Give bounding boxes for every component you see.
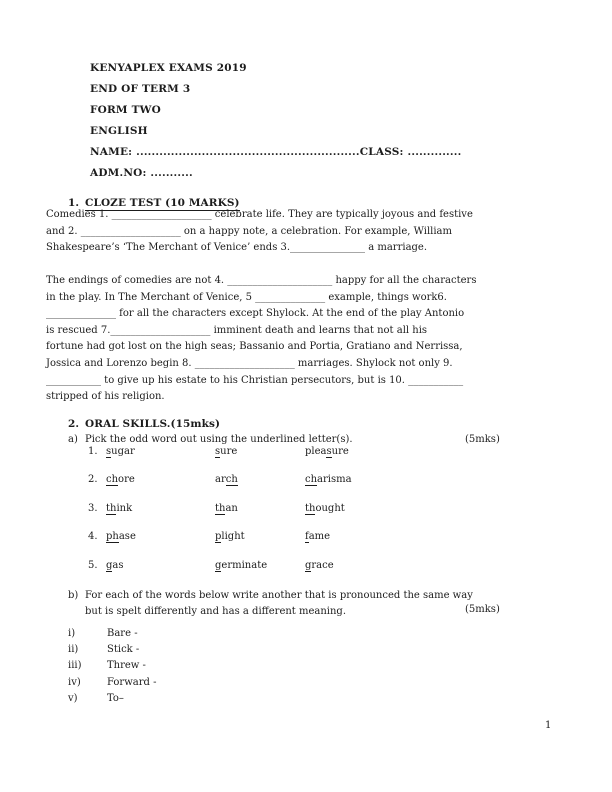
name-label: NAME: (90, 146, 137, 158)
word: germinate (215, 559, 268, 571)
homophone-item-word: Forward - (107, 676, 157, 688)
underlined-letters: s (215, 446, 221, 457)
text-line: is rescued 7.____________________ imminent death and learns that not all his (46, 324, 428, 336)
homophone-item (68, 626, 156, 642)
homophone-item-word: Stick - (107, 644, 140, 656)
homophone-item-marker: iv) (68, 676, 81, 688)
class-blank-dots: .............. (407, 146, 462, 158)
word: fame (305, 531, 331, 543)
header-line: END OF TERM 3 (90, 83, 191, 95)
underlined-letters: s (326, 446, 332, 457)
text-line: ___________ to give up his estate to his Christian persecutors, but is 10. ___________ (46, 374, 464, 386)
section-2-title: ORAL SKILLS.(15mks) (85, 418, 221, 430)
homophone-item-word: Threw - (107, 660, 146, 672)
text-line: in the play. In The Merchant of Venice, 5 ______________ example, things work6. (46, 291, 447, 303)
underlined-letters: s (106, 446, 112, 457)
homophone-item (68, 642, 156, 658)
word: plight (215, 531, 245, 543)
name-blank-dots: .......................................................... (136, 146, 360, 158)
underlined-letters: ph (106, 531, 119, 543)
homophone-item-word: To– (107, 692, 124, 704)
word: chore (106, 474, 135, 486)
cloze-paragraph-1 (46, 207, 473, 257)
class-label: CLASS: (359, 146, 408, 158)
question-2b-text-1: For each of the words below write another that is pronounced the same way (85, 590, 473, 601)
question-2a-marks: (5mks) (465, 434, 500, 445)
row-number: 3. (88, 502, 98, 514)
adm-blank-dots: ........... (150, 167, 193, 179)
page-number: 1 (545, 720, 552, 731)
text-line: The endings of comedies are not 4. _____________________ happy for all the characters (46, 275, 477, 286)
homophone-item-marker: i) (68, 628, 76, 639)
underlined-letters: g (215, 559, 222, 571)
section-2-number: 2. (68, 418, 80, 430)
word: arch (215, 474, 238, 486)
header-line: FORM TWO (90, 104, 161, 116)
underlined-letters: f (305, 531, 309, 543)
text-line: Jossica and Lorenzo begin 8. ____________________ marriages. Shylock not only 9. (46, 357, 453, 369)
homophone-item-marker: iii) (68, 660, 82, 672)
underlined-letters: g (106, 559, 113, 571)
section-1-number: 1. (68, 197, 80, 209)
word: than (215, 502, 238, 514)
adm-label: ADM.NO: (90, 167, 151, 179)
text-line: Comedies 1. ____________________ celebrate life. They are typically joyous and festive (46, 209, 473, 220)
word: pleasure (305, 446, 349, 457)
homophone-item-word: Bare - (107, 628, 138, 639)
underlined-letters: th (106, 502, 117, 514)
question-2a-text: Pick the odd word out using the underlined letter(s). (85, 434, 353, 445)
underlined-letters: th (215, 502, 226, 514)
section-2-heading (68, 418, 220, 430)
adm-line (90, 163, 461, 184)
header-line: KENYAPLEX EXAMS 2019 (90, 62, 247, 74)
word: grace (305, 559, 334, 571)
row-number: 1. (88, 446, 98, 457)
underlined-letters: ch (106, 474, 119, 486)
homophone-item-marker: ii) (68, 644, 79, 656)
underlined-letters: ch (225, 474, 238, 486)
homophone-item (68, 658, 156, 674)
word: sugar (106, 446, 135, 457)
homophone-item (68, 691, 156, 707)
header-line: ENGLISH (90, 125, 148, 137)
homophone-item (68, 675, 156, 691)
underlined-letters: th (305, 502, 316, 514)
question-2b-marks: (5mks) (465, 604, 500, 615)
row-number: 4. (88, 531, 98, 543)
exam-header-titles (90, 58, 461, 142)
underlined-letters: ch (305, 474, 318, 486)
word: phase (106, 531, 136, 543)
text-line: Shakespeare’s ‘The Merchant of Venice’ ends 3._______________ a marriage. (46, 242, 428, 254)
row-number: 5. (88, 559, 98, 571)
text-line: fortune had got lost on the high seas; Bassanio and Portia, Gratiano and Nerrissa, (46, 341, 463, 353)
word: thought (305, 502, 345, 514)
question-2a-marker: a) (68, 434, 78, 445)
row-number: 2. (88, 474, 98, 486)
word: charisma (305, 474, 352, 486)
homophone-list (68, 626, 156, 707)
underlined-letters: p (215, 531, 222, 543)
homophone-item-marker: v) (68, 692, 78, 704)
cloze-paragraph-2 (46, 273, 476, 406)
word: think (106, 502, 133, 514)
underlined-letters: g (305, 559, 312, 571)
text-line: stripped of his religion. (46, 391, 165, 403)
question-2a (68, 434, 353, 445)
question-2b-marker: b) (68, 590, 79, 601)
question-2b (68, 588, 473, 620)
word: gas (106, 559, 124, 571)
section-1-title: CLOZE TEST (10 MARKS) (85, 197, 240, 209)
name-class-line (90, 142, 461, 163)
question-2b-line-2: but is spelt differently and has a different meaning. (85, 605, 347, 617)
question-2b-line-1 (68, 588, 473, 604)
word: sure (215, 446, 238, 457)
exam-header (90, 58, 461, 184)
text-line: ______________ for all the characters except Shylock. At the end of the play Antonio (46, 308, 465, 320)
text-line: and 2. ____________________ on a happy note, a celebration. For example, William (46, 225, 452, 237)
